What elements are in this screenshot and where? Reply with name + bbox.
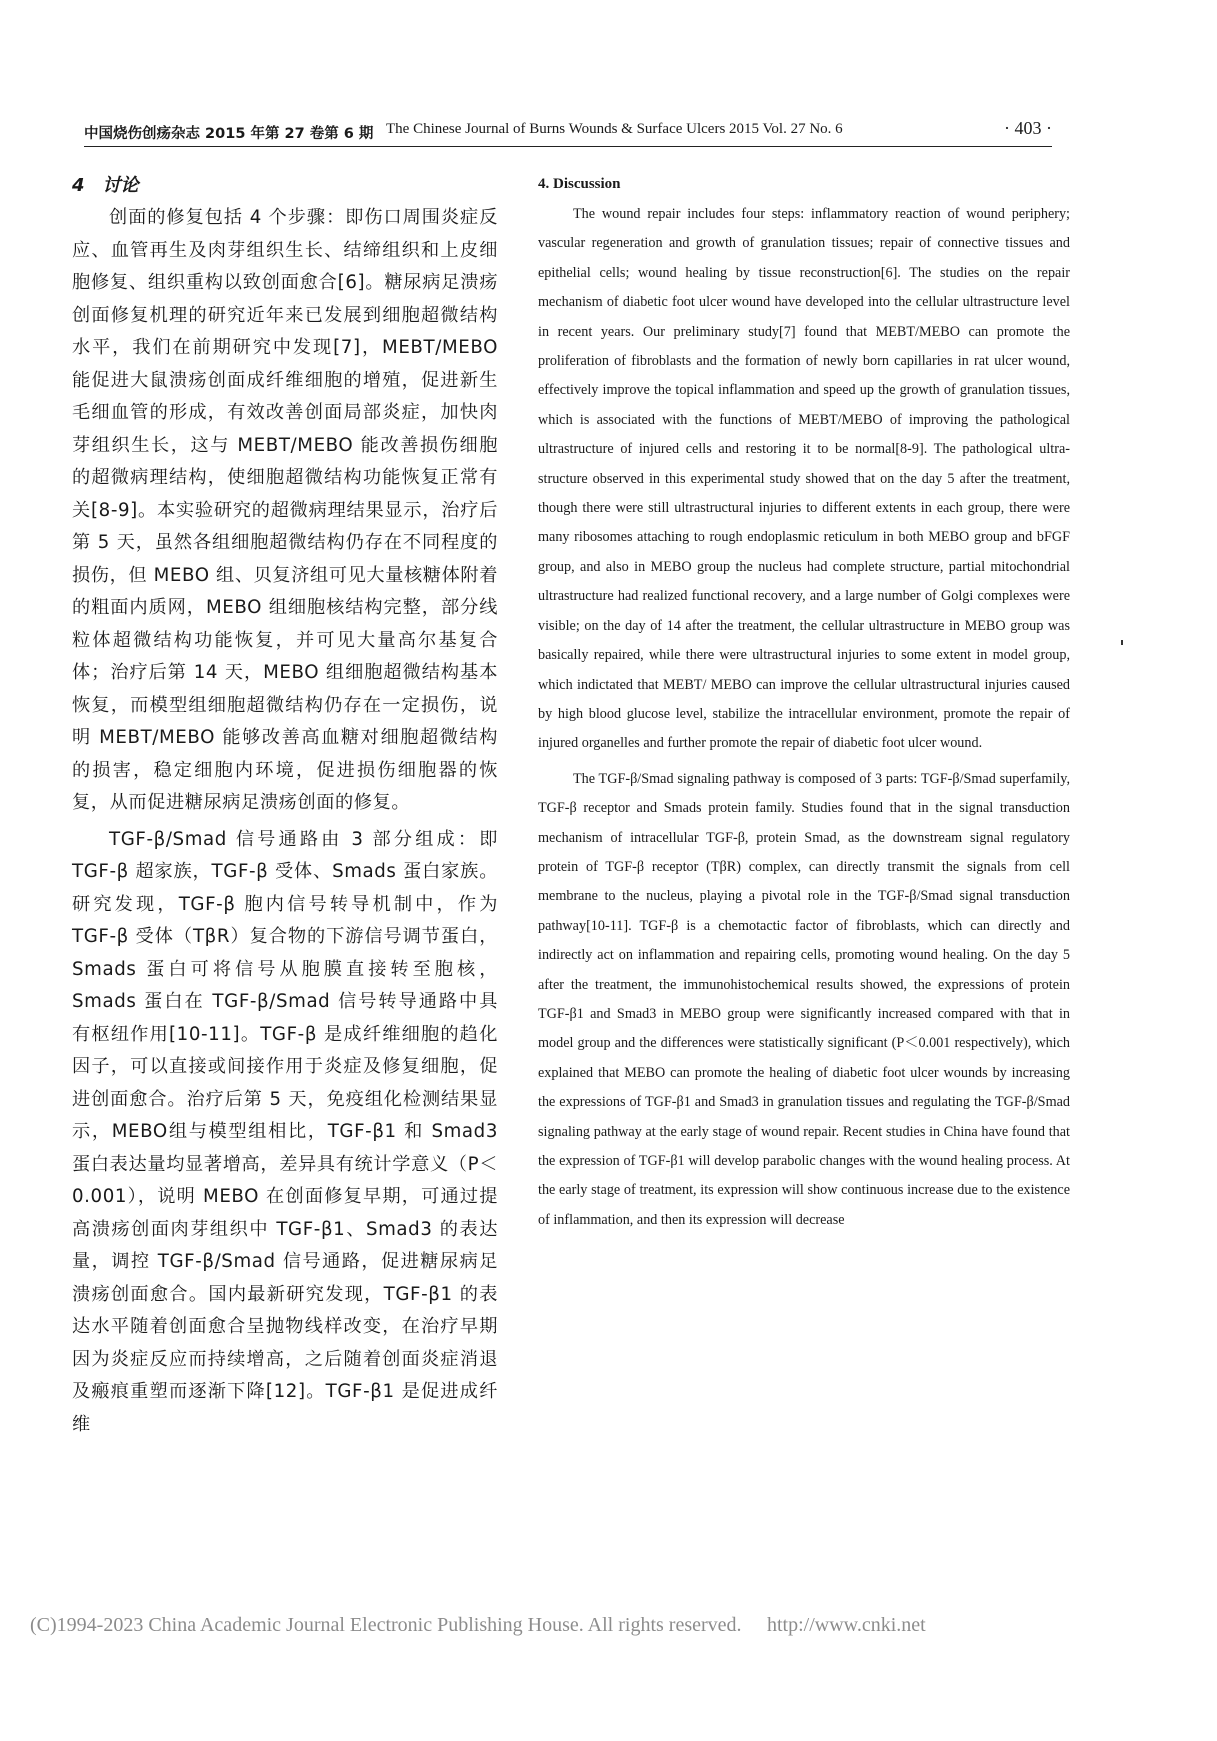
- english-column: [538, 170, 1070, 1235]
- section-number: 4: [72, 175, 85, 196]
- page-number: · 403 ·: [1004, 118, 1052, 138]
- scan-mark: [1121, 640, 1123, 645]
- body-paragraph-english: The TGF-β/Smad signaling pathway is composed of 3 parts: TGF-β/Smad superfamily, TGF-β receptor and Smads protein family. Studies found that in the signal transduction mechanism of intracellular TGF-β, protein Smad, as the downstream signal regulatory protein of TGF-β receptor (TβR) complex, can directly transmit the signals from cell membrane to the nucleus, playing a pivotal role in the TGF-β/Smad signal transduction pathway[10-11]. TGF-β is a chemotactic factor of fibroblasts, which can directly and indirectly act on inflammation and repairing cells, promoting wound healing. On the day 5 after the treatment, the immunohistochemical results showed, the expressions of protein TGF-β1 and Smad3 in MEBO group were significantly increased compared with that in model group and the differences were statistically significant (P＜0.001 respectively), which explained that MEBO can promote the healing of diabetic foot ulcer wounds by increasing the expressions of TGF-β1 and Smad3 in granulation tissues and regulating the TGF-β/Smad signaling pathway at the early stage of wound repair. Recent studies in China have found that the expression of TGF-β1 will develop parabolic changes with the wound healing process. At the early stage of treatment, its expression will show continuous increase due to the existence of inflammation, and then its expression will decrease: [538, 770, 1070, 1228]
- english-body: [538, 200, 1070, 1235]
- body-paragraph-chinese: TGF-β/Smad 信号通路由 3 部分组成：即 TGF-β 超家族，TGF-β 受体、Smads 蛋白家族。研究发现，TGF-β 胞内信号转导机制中，作为 TGF-β 受体（TβR）复合物的下游信号调节蛋白，Smads 蛋白可将信号从胞膜直接转至胞核，Smads 蛋白在 TGF-β/Smad 信号转导通路中具有枢纽作用[10-11]。TGF-β 是成纤维细胞的趋化因子，可以直接或间接作用于炎症及修复细胞，促进创面愈合。治疗后第 5 天，免疫组化检测结果显示，MEBO组与模型组相比，TGF-β1 和 Smad3 蛋白表达量均显著增高，差异具有统计学意义（P＜0.001），说明 MEBO 在创面修复早期，可通过提高溃疡创面肉芽组织中 TGF-β1、Smad3 的表达量，调控 TGF-β/Smad 信号通路，促进糖尿病足溃疡创面愈合。国内最新研究发现，TGF-β1 的表达水平随着创面愈合呈抛物线样改变，在治疗早期因为炎症反应而持续增高，之后随着创面炎症消退及瘢痕重塑而逐渐下降[12]。TGF-β1 是促进成纤维: [72, 828, 498, 1435]
- body-paragraph-chinese: 创面的修复包括 4 个步骤：即伤口周围炎症反应、血管再生及肉芽组织生长、结缔组织和上皮细胞修复、组织重构以致创面愈合[6]。糖尿病足溃疡创面修复机理的研究近年来已发展到细胞超微结构水平，我们在前期研究中发现[7]，MEBT/MEBO 能促进大鼠溃疡创面成纤维细胞的增殖，促进新生毛细血管的形成，有效改善创面局部炎症，加快肉芽组织生长，这与 MEBT/MEBO 能改善损伤细胞的超微病理结构，使细胞超微结构功能恢复正常有关[8-9]。本实验研究的超微病理结果显示，治疗后第 5 天，虽然各组细胞超微结构仍存在不同程度的损伤，但 MEBO 组、贝复济组可见大量核糖体附着的粗面内质网，MEBO 组细胞核结构完整，部分线粒体超微结构功能恢复，并可见大量高尔基复合体；治疗后第 14 天，MEBO 组细胞超微结构基本恢复，而模型组细胞超微结构仍存在一定损伤，说明 MEBT/MEBO 能够改善高血糖对细胞超微结构的损害，稳定细胞内环境，促进损伤细胞器的恢复，从而促进糖尿病足溃疡创面的修复。: [72, 207, 498, 813]
- page-footer: [30, 1614, 1200, 1654]
- section-heading-chinese: [72, 170, 498, 202]
- journal-title-chinese: 中国烧伤创疡杂志 2015 年第 27 卷第 6 期: [84, 126, 374, 142]
- copyright-notice: (C)1994-2023 China Academic Journal Electronic Publishing House. All rights reserved.: [30, 1614, 742, 1636]
- journal-title-english: The Chinese Journal of Burns Wounds & Surface Ulcers 2015 Vol. 27 No. 6: [386, 121, 843, 137]
- running-header: [84, 118, 1052, 146]
- body-paragraph-english: The wound repair includes four steps: inflammatory reaction of wound periphery; vascular regeneration and growth of granulation tissues; repair of connective tissues and epithelial cells; wound healing by tissue reconstruction[6]. The studies on the repair mechanism of diabetic foot ulcer wound have developed into the cellular ultrastructure level in recent years. Our preliminary study[7] found that MEBT/MEBO can promote the proliferation of fibroblasts and the formation of newly born capillaries in rat ulcer wound, effectively improve the topical inflammation and speed up the growth of granulation tissues, which is associated with the functions of MEBT/MEBO of improving the pathological ultrastructure of injured cells and restoring it to be normal[8-9]. The pathological ultra-structure observed in this experimental study showed that on the day 5 after the treatment, though there were still ultrastructural injuries to different extents in each group, there were many ribosomes attaching to rough endoplasmic reticulum in both MEBO group and bFGF group, and also in MEBO group the nucleus had complete structure, partial mitochondrial ultrastructure had realized functional recovery, and a large number of Golgi complexes were visible; on the day of 14 after the treatment, the cellular ultrastructure in MEBO group was basically repaired, while there were ultrastructural injuries to some extent in model group, which indictated that MEBT/ MEBO can improve the cellular ultrastructural injuries caused by high blood glucose level, stabilize the intracellular environment, promote the repair of injured organelles and further promote the repair of diabetic foot ulcer wound.: [538, 206, 1070, 752]
- section-heading-english: 4. Discussion: [538, 176, 621, 192]
- section-title-chinese: 讨论: [102, 175, 139, 196]
- chinese-column: [72, 170, 498, 1441]
- header-divider: [84, 146, 1052, 147]
- publisher-url: http://www.cnki.net: [767, 1614, 926, 1636]
